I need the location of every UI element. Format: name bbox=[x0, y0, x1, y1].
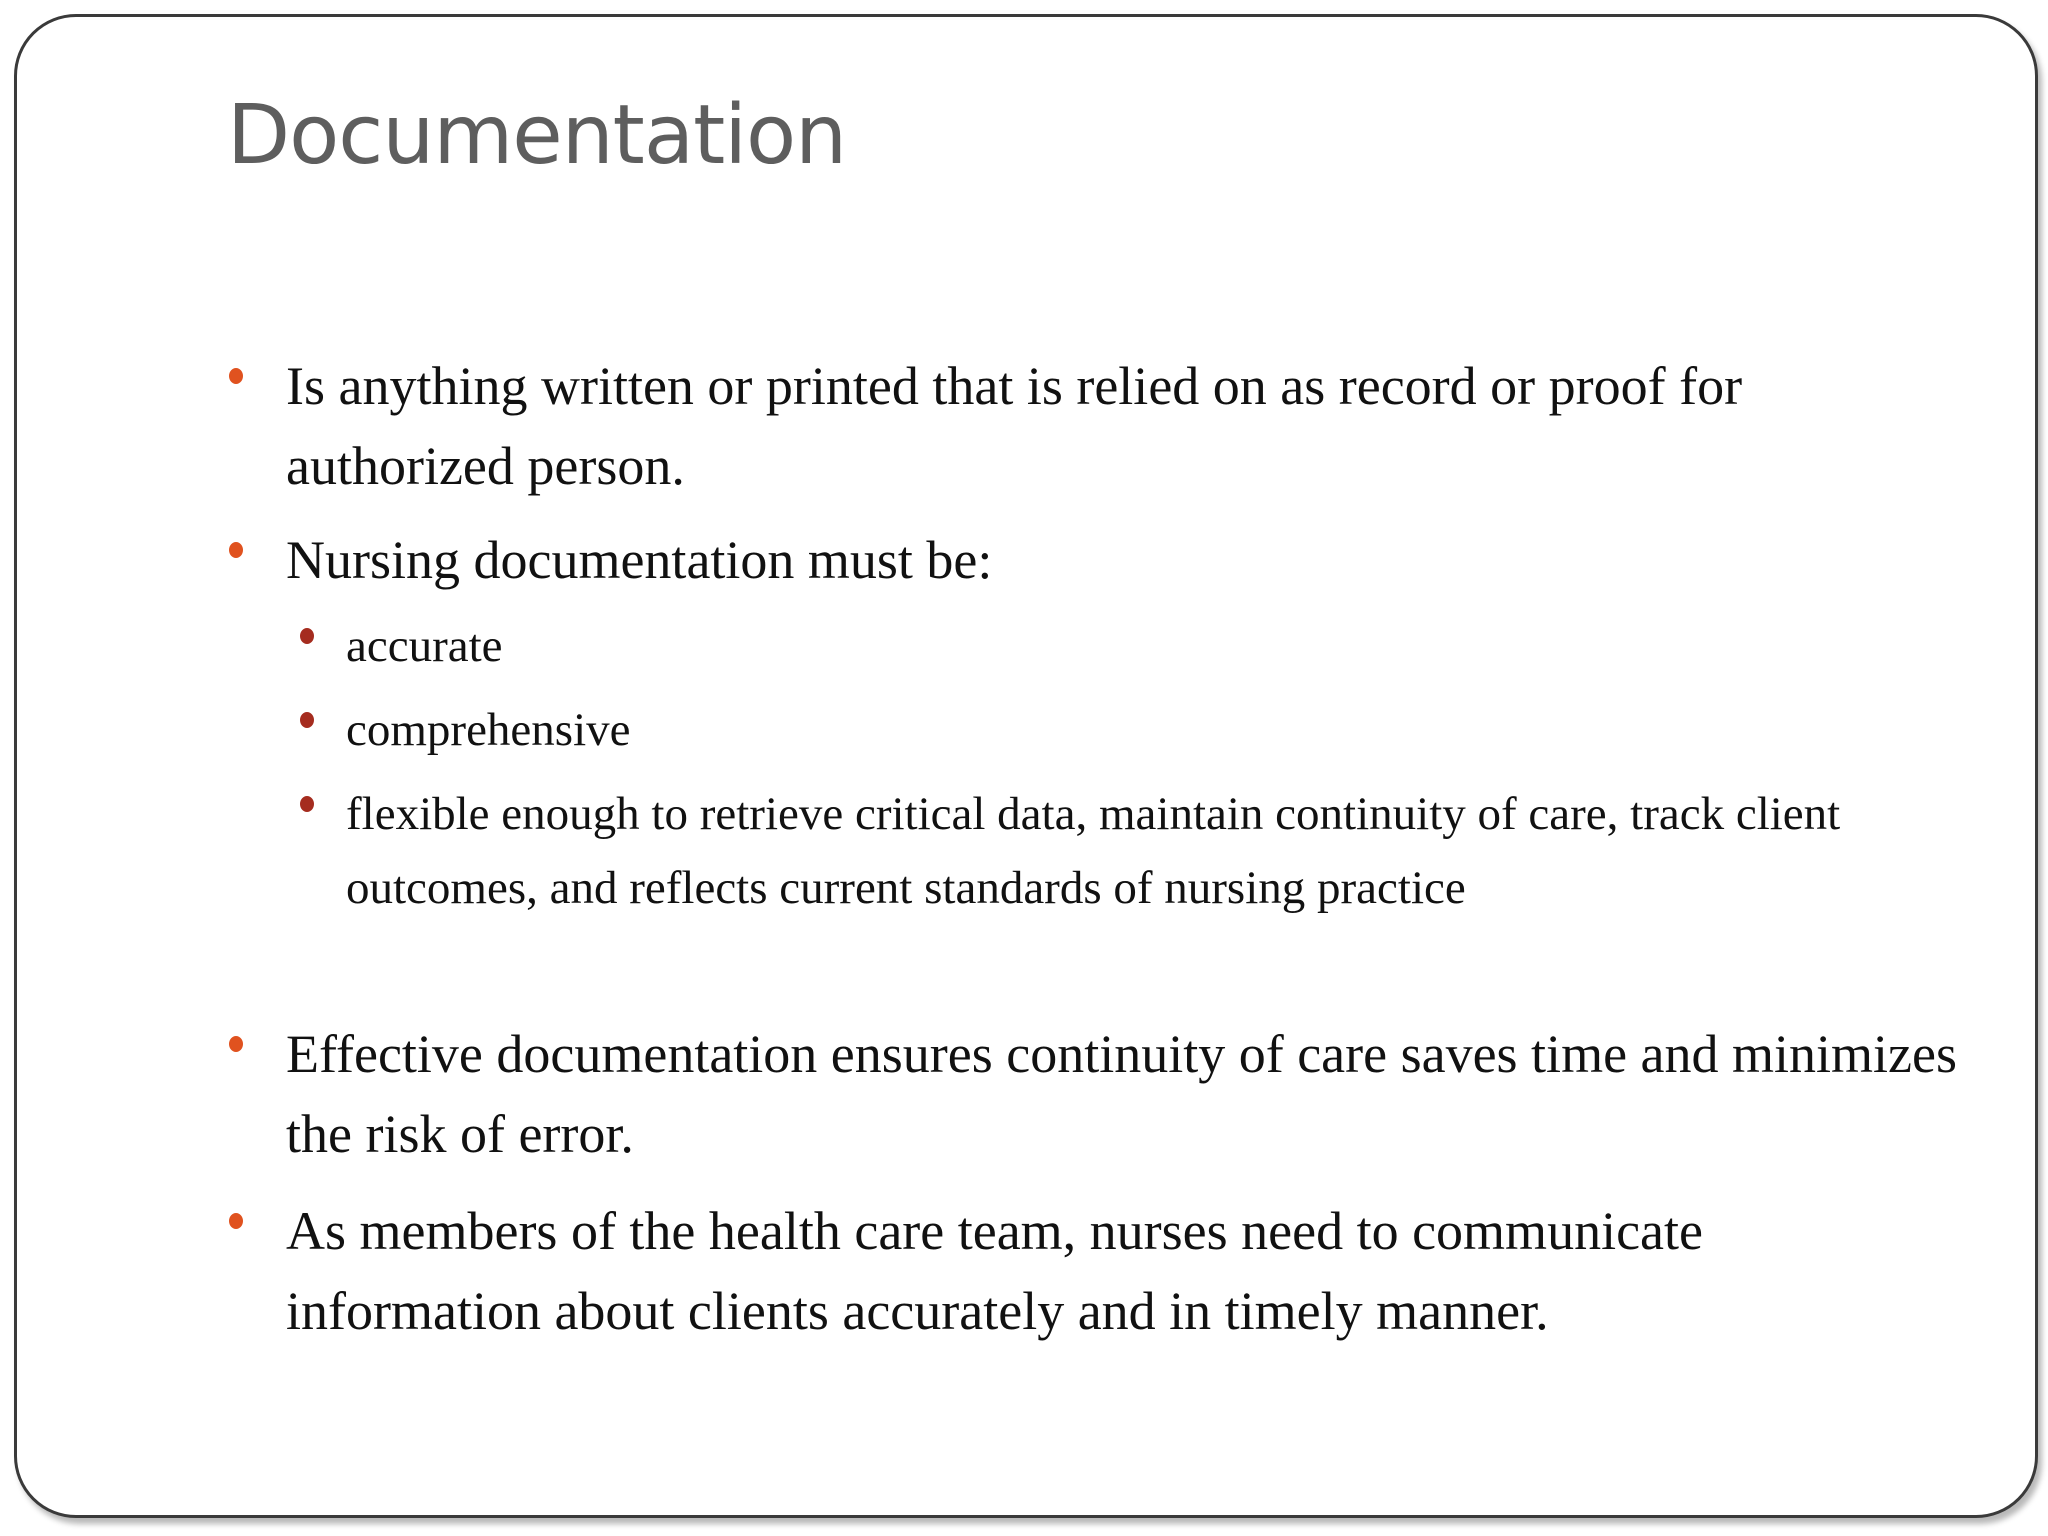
sub-bullet-icon bbox=[300, 712, 314, 728]
bullet-item-definition bbox=[286, 346, 1966, 506]
bullet-item-effective bbox=[286, 1014, 1966, 1174]
sub-bullet-icon bbox=[300, 628, 314, 644]
bullet-item-requirements bbox=[286, 520, 1966, 600]
bullet-text: Nursing documentation must be: bbox=[286, 530, 993, 590]
bullet-icon bbox=[229, 1036, 243, 1052]
sub-bullet-text: accurate bbox=[346, 620, 503, 672]
bullet-icon bbox=[229, 542, 243, 558]
sub-bullet-text: flexible enough to retrieve critical data, maintain continuity of care, track client outcomes, and reflects current standards of nursing practice bbox=[346, 788, 1841, 914]
bullet-icon bbox=[229, 368, 243, 384]
slide-title: Documentation bbox=[227, 88, 847, 183]
bullet-text: Effective documentation ensures continuity of care saves time and minimizes the risk of error. bbox=[286, 1024, 1957, 1164]
bullet-text: As members of the health care team, nurses need to communicate information about clients accurately and in timely manner. bbox=[286, 1201, 1703, 1341]
sub-bullet-item-accurate bbox=[346, 609, 1946, 683]
sub-bullet-item-comprehensive bbox=[346, 693, 1946, 767]
bullet-item-communicate bbox=[286, 1191, 1966, 1351]
sub-bullet-icon bbox=[300, 796, 314, 812]
bullet-text: Is anything written or printed that is relied on as record or proof for authorized person. bbox=[286, 356, 1743, 496]
bullet-icon bbox=[229, 1213, 243, 1229]
sub-bullet-item-flexible bbox=[346, 777, 1946, 925]
sub-bullet-text: comprehensive bbox=[346, 704, 631, 756]
